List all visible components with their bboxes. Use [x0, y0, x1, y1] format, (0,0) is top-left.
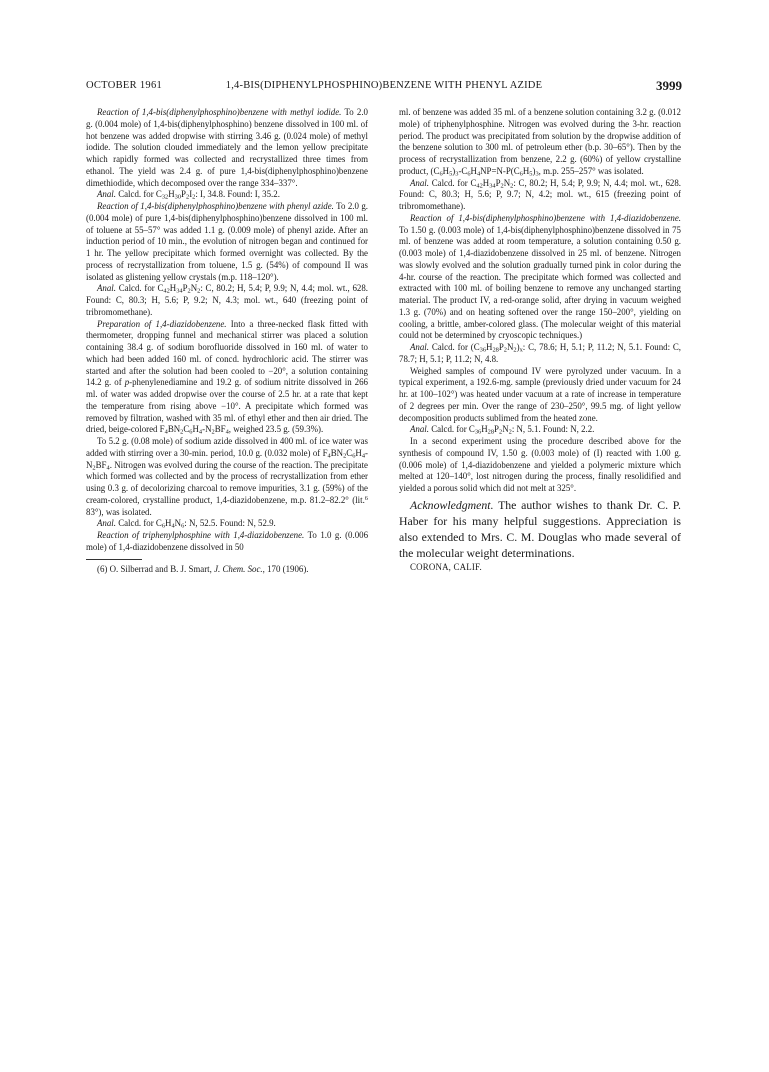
analysis-line: Anal. Calcd. for $C_6H_4N_6$: N, 52.5. Found: N, 52.9.: [97, 518, 276, 530]
section-title: Reaction of 1,4-bis(diphenylphosphino)benzene with 1,4-diazidobenzene.: [410, 212, 681, 223]
running-title: 1,4-BIS(DIPHENYLPHOSPHINO)BENZENE WITH PHENYL AZIDE: [225, 80, 543, 91]
footnote-rule: [86, 559, 142, 560]
paragraph-sodium-azide: To 5.2 g. (0.08 mole) of sodium azide dissolved in 400 ml. of ice water was added with stirring over a 30-min. period, 10.0 g. (0.032 mole) of $F_4BN_2C_6H_4-N_2BF_4$. Nitrogen was evolved during the course of the reaction. The precipitate which formed was collected and by the process of recrystallization from ether using 0.3 g. of decolorizing charcoal to remove impurities, 3.1 g. (59%) of the cream-colored, crystalline product, 1,4-diazidobenzene, m.p. 81.2–82.2° (lit.$^6$ 83°), was isolated.: [86, 436, 368, 517]
footnote: (6) O. Silberrad and B. J. Smart, J. Chem. Soc., 170 (1906).: [97, 563, 309, 574]
paragraph-diazidobenzene-prep: Preparation of 1,4-diazidobenzene. Into a three-necked flask fitted with thermometer, dropping funnel and mechanical stirrer was placed a solution containing 38.4 g. of sodium borofluoride dissolved in 160 ml. of water to which had been added 160 ml. of concd. hydrochloric acid. The stirrer was started and after the solution had been cooled to −20°, a solution containing 14.2 g. of p-phenylenediamine and 19.2 g. of sodium nitrite dissolved in 266 ml. of water was added dropwise over the course of 2.5 hr. at a rate that kept the temperature from rising above −10°. A precipitate which formed was removed by filtration, washed with 35 ml. of ethyl ether and then air dried. The dried, beige-colored $F_4BN_2C_6H_4-N_2BF_4$, weighed 23.5 g. (59.3%).: [86, 318, 369, 436]
acknowledgment: Acknowledgment. The author wishes to thank Dr. C. P. Haber for his many helpful suggestions. Appreciation is also extended to Mrs. C. M. Douglas who made several of the molecular weight determinations.: [399, 497, 681, 561]
analysis-line: Anal. Calcd. for $(C_{36}H_{28}P_2N_2)_x$: C, 78.6; H, 5.1; P, 11.2; N, 5.1. Found: C, 78.7; H, 5.1; P, 11.2; N, 4.8.: [399, 342, 682, 364]
section-title: Preparation of 1,4-diazidobenzene.: [97, 318, 227, 329]
paragraph-continued: ml. of benzene was added 35 ml. of a benzene solution containing 3.2 g. (0.012 mole) of triphenylphosphine. Nitrogen was evolved during the 3-hr. reaction period. The product was precipitated from solution by the dropwise addition of the benzene solution to 300 ml. of petroleum ether (b.p. 30–65°). Then by the process of recrystallization from benzene, 2.2 g. (60%) of yellow crystalline product, $(C_6H_5)_3-C_6H_4NP=N-P(C_6H_5)_3$, m.p. 255–257° was isolated.: [399, 107, 681, 178]
paragraph-methyl-iodide: Reaction of 1,4-bis(diphenylphosphino)benzene with methyl iodide. To 2.0 g. (0.004 mole) of 1,4-bis(diphenylphosphino) benzene dissolved in 100 ml. of hot benzene was added dropwise with stirring 3.46 g. (0.024 mole) of methyl iodide. The solution clouded immediately and the lemon yellow precipitate which rapidly formed was collected and recrystallized three times from ethanol. The yield was 2.4 g. of pure 1,4-bis(diphenylphosphino)benzene dimethiodide, which decomposed over the range 334–337°.: [86, 107, 368, 188]
running-head: [86, 78, 682, 94]
paragraph-bis-diazido: Reaction of 1,4-bis(diphenylphosphino)benzene with 1,4-diazidobenzene. To 1.50 g. (0.003 mole) of 1,4-bis(diphenylphosphino)benzene dissolved in 75 ml. of benzene was added at room temperature, a solution containing 0.50 g. (0.003 mole) of 1,4-diazidobenzene dissolved in 25 ml. of benzene. Nitrogen was slowly evolved and the solution gradually turned pink in color during the 4-hr. course of the reaction. The precipitate which formed was collected and extracted with 100 ml. of boiling benzene to remove any unchanged starting material. The product IV, a red-orange solid, after drying in vacuum weighed 1.3 g. (70%) and on heating softened over the range 150–200°, yielding on cooling, a brittle, amber-colored glass. (The molecular weight of this material could not be determined by cryoscopic techniques.): [399, 212, 681, 341]
analysis-line: Anal. Calcd. for $C_{42}H_{34}P_2N_2$: C, 80.2; H, 5.4; P, 9.9; N, 4.4; mol. wt., 628. Found: C, 80.3; H, 5.6; P, 9.7; N, 4.2; mol. wt., 615 (freezing point of tribromomethane).: [399, 177, 681, 211]
page-number: 3999: [656, 78, 682, 93]
section-title: Reaction of triphenylphosphine with 1,4-diazidobenzene.: [97, 530, 305, 540]
paragraph-triphenylphosphine: Reaction of triphenylphosphine with 1,4-diazidobenzene. To 1.0 g. (0.006 mole) of 1,4-diazidobenzene dissolved in 50: [86, 530, 369, 552]
author-affiliation: CORONA, CALIF.: [410, 561, 482, 572]
paragraph-second-experiment: In a second experiment using the procedure described above for the synthesis of compound IV, 1.50 g. (0.003 mole) of (I) reacted with 1.00 g. (0.006 mole) of 1,4-diazidobenzene and yielded a polymeric mixture which melted at 120–140°, lost nitrogen during the process, finally resolidified and yielded a porous solid which did not melt at 325°.: [399, 436, 681, 493]
paragraph-phenyl-azide: Reaction of 1,4-bis(diphenylphosphino)benzene with phenyl azide. To 2.0 g. (0.004 mole) of pure 1,4-bis(diphenylphosphino)benzene dissolved in 100 ml. of toluene at 55–57° was added 1.1 g. (0.009 mole) of phenyl azide. After an induction period of 10 min., the evolution of nitrogen began and continued for 1 hr. The yellow precipitate which formed overnight was collected. By the process of recrystallization from toluene, 1.5 g. (54%) of compound II was isolated as glistening yellow crystals (m.p. 118–120°).: [86, 201, 368, 282]
section-title: Reaction of 1,4-bis(diphenylphosphino)benzene with methyl iodide.: [97, 107, 342, 117]
paragraph-pyrolysis: Weighed samples of compound IV were pyrolyzed under vacuum. In a typical experiment, a 192.6-mg. sample (previously dried under vacuum for 24 hr. at 100–102°) was heated under vacuum at a rate of increase in temperature of 2 degrees per min. Over the range of 230–250°, 99.5 mg. of light yellow decomposition products sublimed from the heated zone.: [399, 365, 681, 423]
right-column: [399, 107, 681, 573]
analysis-line: Anal. Calcd. for $C_{32}H_{30}P_2I_2$: I, 34.8. Found: I, 35.2.: [97, 189, 280, 201]
issue-date: OCTOBER 1961: [86, 80, 163, 91]
section-title: Reaction of 1,4-bis(diphenylphosphino)benzene with phenyl azide.: [97, 201, 334, 211]
analysis-line: Anal. Calcd. for $C_{42}H_{34}P_2N_2$: C, 80.2; H, 5.4; P, 9.9; N, 4.4; mol. wt., 628. Found: C, 80.3; H, 5.6; P, 9.2; N, 4.3; mol. wt., 640 (freezing point of tribromomethane).: [86, 283, 368, 317]
analysis-line: Anal. Calcd. for $C_{36}H_{28}P_2N_2$: N, 5.1. Found: N, 2.2.: [410, 424, 595, 436]
left-column: [86, 107, 368, 575]
